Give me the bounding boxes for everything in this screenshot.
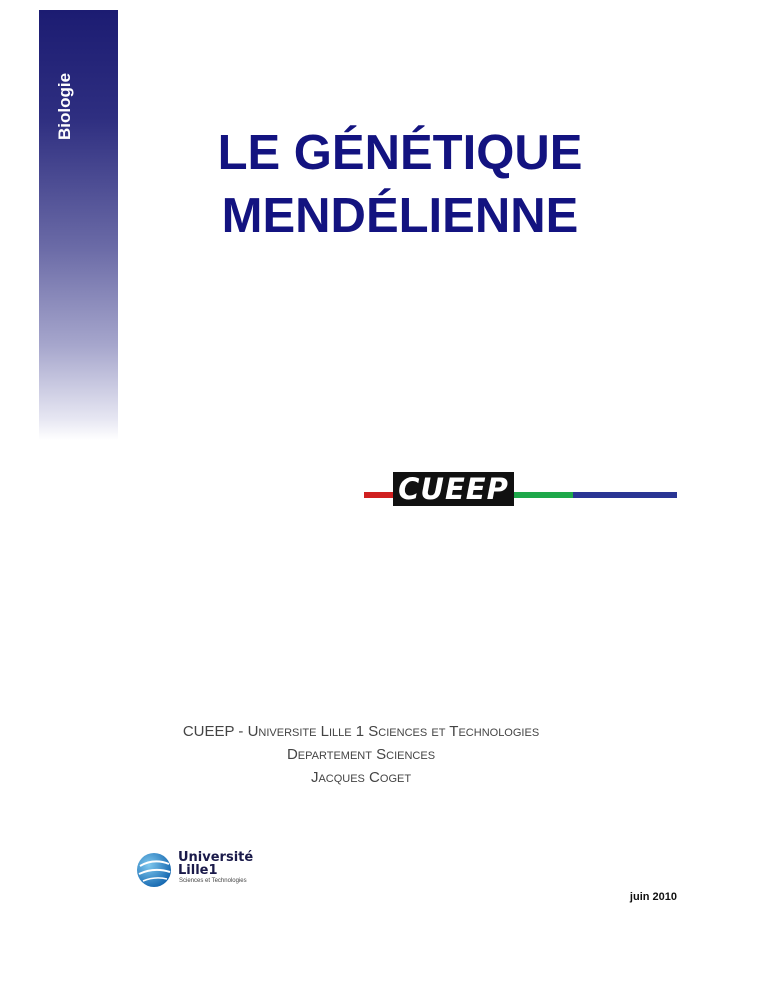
logo-bar-blue (573, 492, 677, 498)
credits-institution: CUEEP - Universite Lille 1 Sciences et Technologies (182, 723, 540, 740)
university-name-line-2: Lille1 (178, 863, 218, 878)
university-subtitle: Sciences et Technologies (179, 878, 247, 884)
subject-label: Biologie (55, 72, 74, 140)
sidebar-band (39, 10, 118, 440)
university-logo (135, 850, 275, 890)
title-line-2: MENDÉLIENNE (221, 189, 579, 243)
credits-author: Jacques Coget (310, 769, 412, 786)
university-name-line-1: Université (178, 850, 254, 865)
title-line-1: LE GÉNÉTIQUE (217, 126, 583, 180)
university-name (178, 851, 253, 877)
credits (130, 720, 592, 789)
logo-bar-red (364, 492, 394, 498)
document-title (150, 122, 650, 248)
credits-department: Departement Sciences (286, 746, 436, 763)
document-date: juin 2010 (629, 891, 677, 903)
globe-icon (135, 850, 175, 890)
cueep-logo: CUEEP (393, 472, 514, 506)
logo-bar-green (513, 492, 573, 498)
